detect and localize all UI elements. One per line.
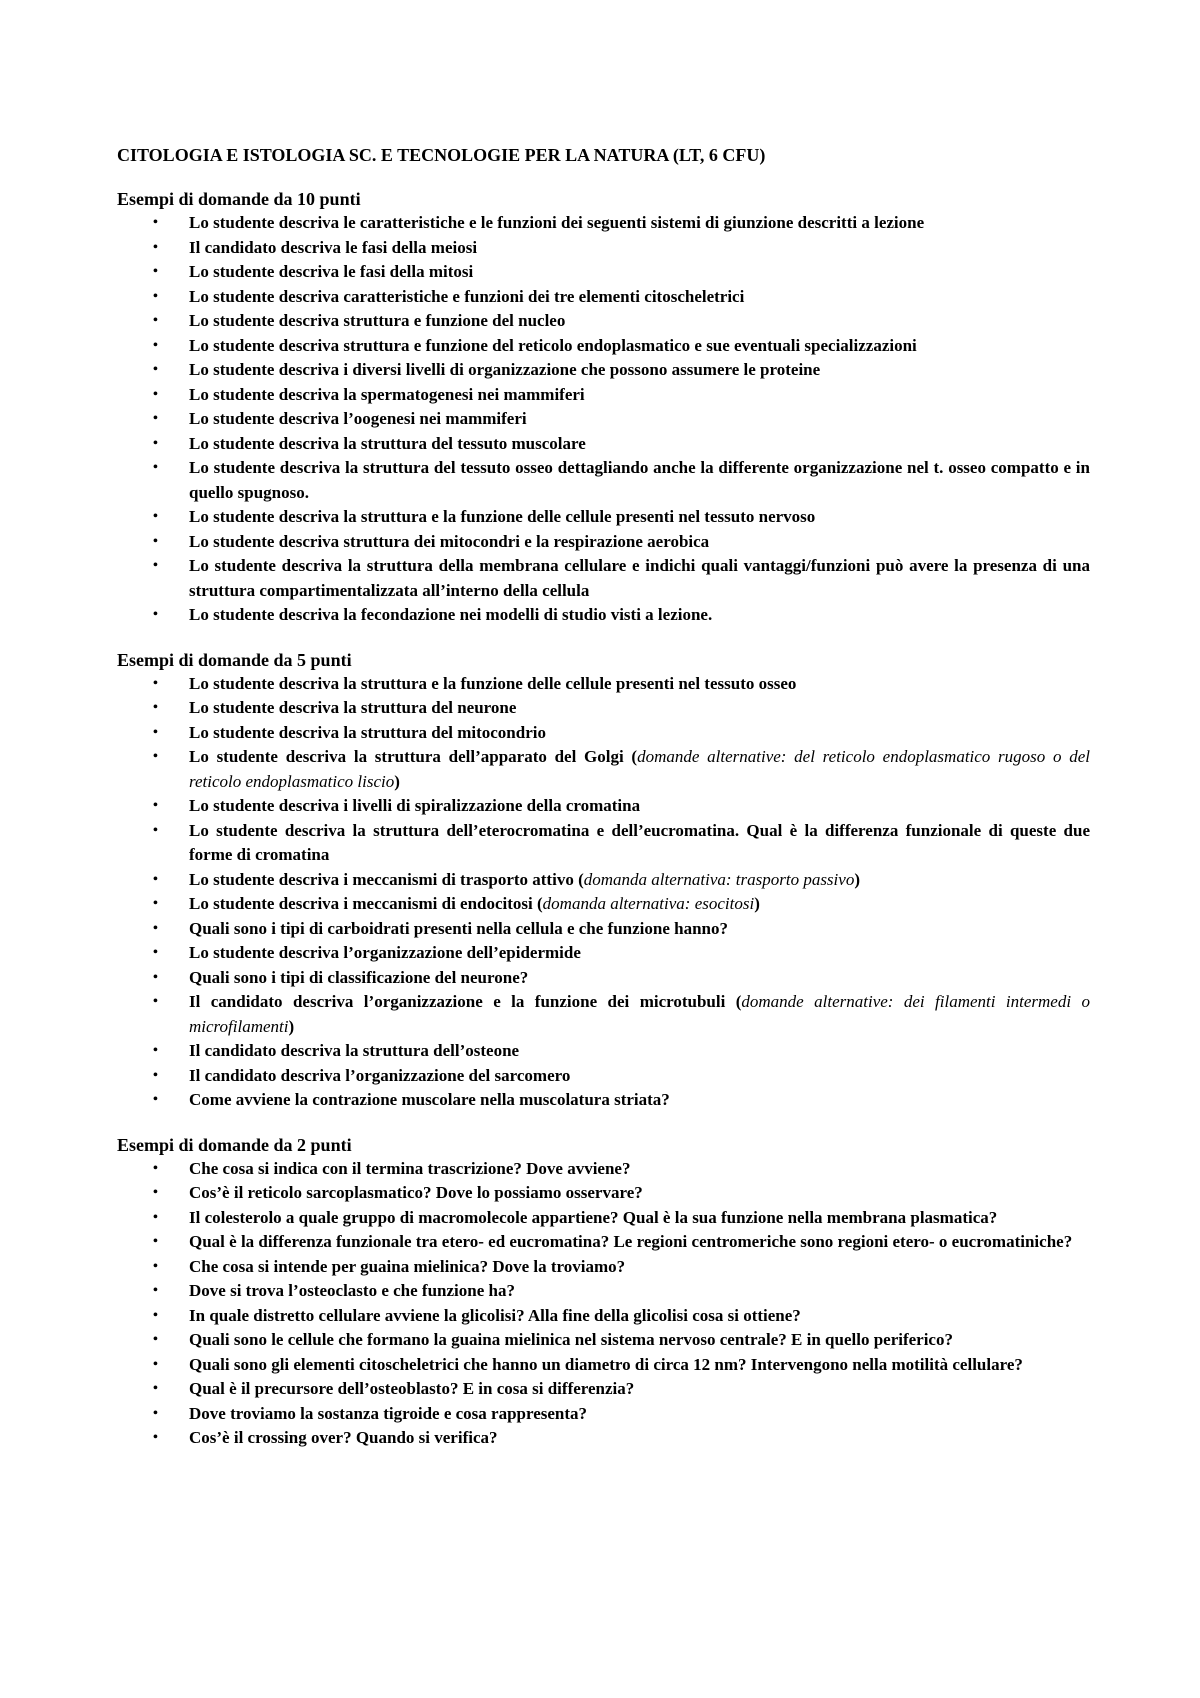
bullet-icon: • bbox=[153, 1381, 158, 1396]
question-item bbox=[117, 309, 1090, 334]
question-item bbox=[117, 211, 1090, 236]
question-text: Lo studente descriva la struttura del neurone bbox=[189, 698, 517, 717]
question-text: Lo studente descriva la struttura della membrana cellulare e indichi quali vantaggi/funzioni può avere la presenza di una struttura compartimentalizzata all’interno della cellula bbox=[189, 556, 1090, 600]
alternative-question-text: domande alternative: dei filamenti intermedi o microfilamenti bbox=[189, 992, 1090, 1036]
question-text: Che cosa si intende per guaina mielinica? Dove la troviamo? bbox=[189, 1256, 626, 1276]
question-item bbox=[117, 1181, 1090, 1206]
question-text: Quali sono i tipi di classificazione del neurone? bbox=[189, 967, 529, 987]
question-item bbox=[117, 941, 1090, 966]
question-item bbox=[117, 1377, 1090, 1402]
question-text: In quale distretto cellulare avviene la glicolisi? Alla fine della glicolisi cosa si ottiene? bbox=[189, 1305, 801, 1325]
bullet-icon: • bbox=[153, 509, 158, 524]
section-heading: Esempi di domande da 2 punti bbox=[117, 1134, 352, 1155]
question-text: Il candidato descriva la struttura dell’osteone bbox=[189, 1041, 520, 1060]
question-text: Qual è il precursore dell’osteoblasto? E in cosa si differenzia? bbox=[189, 1379, 635, 1398]
bullet-icon: • bbox=[153, 264, 158, 279]
closing-parenthesis: ) bbox=[854, 869, 860, 889]
question-text: Lo studente descriva l’oogenesi nei mammiferi bbox=[189, 409, 527, 428]
bullet-icon: • bbox=[153, 1430, 158, 1445]
question-item bbox=[117, 260, 1090, 285]
question-text: Lo studente descriva caratteristiche e funzioni dei tre elementi citoscheletrici bbox=[189, 286, 745, 306]
bullet-icon: • bbox=[153, 945, 158, 960]
question-item bbox=[117, 407, 1090, 432]
question-list bbox=[117, 672, 1090, 1113]
question-item bbox=[117, 721, 1090, 746]
question-text: Quali sono le cellule che formano la guaina mielinica nel sistema nervoso centrale? E in quello periferico? bbox=[189, 1330, 953, 1349]
question-item bbox=[117, 794, 1090, 819]
question-text: Lo studente descriva le caratteristiche e le funzioni dei seguenti sistemi di giunzione descritti a lezione bbox=[189, 213, 925, 232]
bullet-icon: • bbox=[153, 460, 158, 475]
question-item bbox=[117, 1328, 1090, 1353]
bullet-icon: • bbox=[153, 749, 158, 764]
question-item bbox=[117, 1088, 1090, 1113]
question-text: Lo studente descriva le fasi della mitosi bbox=[189, 262, 474, 281]
question-item bbox=[117, 383, 1090, 408]
question-item bbox=[117, 1402, 1090, 1427]
section-5-punti bbox=[117, 648, 1090, 1113]
question-item bbox=[117, 1064, 1090, 1089]
question-text: Lo studente descriva la struttura del tessuto osseo dettagliando anche la differente organizzazione nel t. osseo compatto e in quello spugnoso. bbox=[189, 458, 1090, 502]
question-item bbox=[117, 285, 1090, 310]
bullet-icon: • bbox=[153, 1332, 158, 1347]
bullet-icon: • bbox=[153, 1258, 158, 1274]
question-text: Lo studente descriva i meccanismi di endocitosi ( bbox=[189, 894, 543, 913]
bullet-icon: • bbox=[153, 337, 158, 353]
bullet-icon: • bbox=[153, 798, 158, 813]
bullet-icon: • bbox=[153, 313, 158, 328]
sections-container bbox=[117, 187, 1090, 1451]
alternative-question-text: domanda alternativa: esocitosi bbox=[542, 894, 755, 913]
question-item bbox=[117, 456, 1090, 505]
question-item bbox=[117, 236, 1090, 261]
bullet-icon: • bbox=[153, 920, 158, 936]
question-text: Il colesterolo a quale gruppo di macromolecole appartiene? Qual è la sua funzione nella membrana plasmatica? bbox=[189, 1207, 998, 1227]
bullet-icon: • bbox=[153, 896, 158, 911]
question-text: Lo studente descriva struttura e funzione del reticolo endoplasmatico e sue eventuali specializzazioni bbox=[189, 335, 917, 355]
bullet-icon: • bbox=[153, 969, 158, 985]
question-text: Come avviene la contrazione muscolare nella muscolatura striata? bbox=[189, 1090, 670, 1109]
bullet-icon: • bbox=[153, 435, 158, 451]
bullet-icon: • bbox=[153, 994, 158, 1009]
question-text: Lo studente descriva la struttura del mitocondrio bbox=[189, 722, 546, 742]
question-item bbox=[117, 1206, 1090, 1231]
bullet-icon: • bbox=[153, 1209, 158, 1225]
bullet-icon: • bbox=[153, 386, 158, 402]
question-text: Dove si trova l’osteoclasto e che funzione ha? bbox=[189, 1281, 515, 1300]
alternative-question-text: domanda alternativa: trasporto passivo bbox=[583, 869, 855, 889]
question-text: Lo studente descriva la spermatogenesi nei mammiferi bbox=[189, 384, 585, 404]
question-item bbox=[117, 1304, 1090, 1329]
question-text: Lo studente descriva i meccanismi di trasporto attivo ( bbox=[189, 869, 584, 889]
question-text: Cos’è il crossing over? Quando si verifica? bbox=[189, 1428, 498, 1447]
bullet-icon: • bbox=[153, 215, 158, 230]
question-text: Lo studente descriva la fecondazione nei modelli di studio visti a lezione. bbox=[189, 605, 713, 624]
section-heading: Esempi di domande da 5 punti bbox=[117, 649, 352, 670]
question-item bbox=[117, 672, 1090, 697]
bullet-icon: • bbox=[153, 411, 158, 426]
question-item bbox=[117, 868, 1090, 893]
bullet-icon: • bbox=[153, 1067, 158, 1083]
question-list bbox=[117, 211, 1090, 628]
question-text: Lo studente descriva la struttura e la funzione delle cellule presenti nel tessuto nervoso bbox=[189, 507, 816, 526]
question-text: Quali sono gli elementi citoscheletrici che hanno un diametro di circa 12 nm? Intervengono nella motilità cellulare? bbox=[189, 1354, 1023, 1374]
question-list bbox=[117, 1157, 1090, 1451]
question-item bbox=[117, 696, 1090, 721]
question-text: Qual è la differenza funzionale tra etero- ed eucromatina? Le regioni centromeriche sono regioni etero- o eucromatiniche? bbox=[189, 1232, 1073, 1251]
question-text: Lo studente descriva la struttura dell’apparato del Golgi ( bbox=[189, 747, 638, 766]
question-item bbox=[117, 1230, 1090, 1255]
question-text: Lo studente descriva struttura e funzione del nucleo bbox=[189, 311, 566, 330]
question-item bbox=[117, 1255, 1090, 1280]
question-item bbox=[117, 892, 1090, 917]
question-item bbox=[117, 917, 1090, 942]
bullet-icon: • bbox=[153, 1405, 158, 1421]
question-text: Lo studente descriva la struttura del tessuto muscolare bbox=[189, 433, 586, 453]
closing-parenthesis: ) bbox=[394, 771, 400, 791]
bullet-icon: • bbox=[153, 1234, 158, 1249]
bullet-icon: • bbox=[153, 822, 158, 838]
question-text: Il candidato descriva le fasi della meiosi bbox=[189, 237, 478, 257]
closing-parenthesis: ) bbox=[754, 894, 760, 913]
question-item bbox=[117, 1279, 1090, 1304]
question-text: Cos’è il reticolo sarcoplasmatico? Dove lo possiamo osservare? bbox=[189, 1183, 643, 1202]
document-page bbox=[117, 143, 1090, 1471]
question-item bbox=[117, 990, 1090, 1039]
question-text: Lo studente descriva struttura dei mitocondri e la respirazione aerobica bbox=[189, 531, 710, 551]
alternative-question-text: domande alternative: del reticolo endoplasmatico rugoso o del reticolo endoplasmatico liscio bbox=[189, 747, 1090, 791]
question-text: Dove troviamo la sostanza tigroide e cosa rappresenta? bbox=[189, 1403, 588, 1423]
bullet-icon: • bbox=[153, 1356, 158, 1372]
bullet-icon: • bbox=[153, 1092, 158, 1107]
question-item bbox=[117, 554, 1090, 603]
question-text: Il candidato descriva l’organizzazione e la funzione dei microtubuli ( bbox=[189, 992, 742, 1011]
question-text: Quali sono i tipi di carboidrati presenti nella cellula e che funzione hanno? bbox=[189, 918, 729, 938]
bullet-icon: • bbox=[153, 607, 158, 622]
bullet-icon: • bbox=[153, 288, 158, 304]
question-text: Che cosa si indica con il termina trascrizione? Dove avviene? bbox=[189, 1158, 631, 1178]
question-item bbox=[117, 603, 1090, 628]
bullet-icon: • bbox=[153, 675, 158, 691]
question-text: Lo studente descriva i diversi livelli di organizzazione che possono assumere le proteine bbox=[189, 360, 821, 379]
question-item bbox=[117, 358, 1090, 383]
bullet-icon: • bbox=[153, 1283, 158, 1298]
bullet-icon: • bbox=[153, 239, 158, 255]
bullet-icon: • bbox=[153, 700, 158, 715]
question-item bbox=[117, 966, 1090, 991]
question-text: Il candidato descriva l’organizzazione del sarcomero bbox=[189, 1065, 571, 1085]
question-item bbox=[117, 819, 1090, 868]
bullet-icon: • bbox=[153, 1185, 158, 1200]
question-text: Lo studente descriva la struttura dell’eterocromatina e dell’eucromatina. Qual è la differenza funzionale di queste due forme di cromatina bbox=[189, 820, 1090, 864]
question-item bbox=[117, 1426, 1090, 1451]
bullet-icon: • bbox=[153, 362, 158, 377]
section-heading: Esempi di domande da 10 punti bbox=[117, 189, 361, 209]
question-text: Lo studente descriva l’organizzazione dell’epidermide bbox=[189, 943, 581, 962]
question-item bbox=[117, 334, 1090, 359]
closing-parenthesis: ) bbox=[288, 1016, 295, 1036]
question-item bbox=[117, 745, 1090, 794]
section-10-punti bbox=[117, 187, 1090, 628]
bullet-icon: • bbox=[153, 1307, 158, 1323]
bullet-icon: • bbox=[153, 533, 158, 549]
bullet-icon: • bbox=[153, 871, 158, 887]
section-2-punti bbox=[117, 1133, 1090, 1451]
question-text: Lo studente descriva la struttura e la funzione delle cellule presenti nel tessuto osseo bbox=[189, 673, 797, 693]
bullet-icon: • bbox=[153, 1160, 158, 1176]
question-item bbox=[117, 1157, 1090, 1182]
question-item bbox=[117, 530, 1090, 555]
question-item bbox=[117, 1039, 1090, 1064]
question-text: Lo studente descriva i livelli di spiralizzazione della cromatina bbox=[189, 796, 641, 815]
bullet-icon: • bbox=[153, 1043, 158, 1058]
question-item bbox=[117, 432, 1090, 457]
document-title: CITOLOGIA E ISTOLOGIA SC. E TECNOLOGIE PER LA NATURA (LT, 6 CFU) bbox=[117, 145, 766, 165]
bullet-icon: • bbox=[153, 724, 158, 740]
question-item bbox=[117, 1353, 1090, 1378]
question-item bbox=[117, 505, 1090, 530]
bullet-icon: • bbox=[153, 558, 158, 573]
